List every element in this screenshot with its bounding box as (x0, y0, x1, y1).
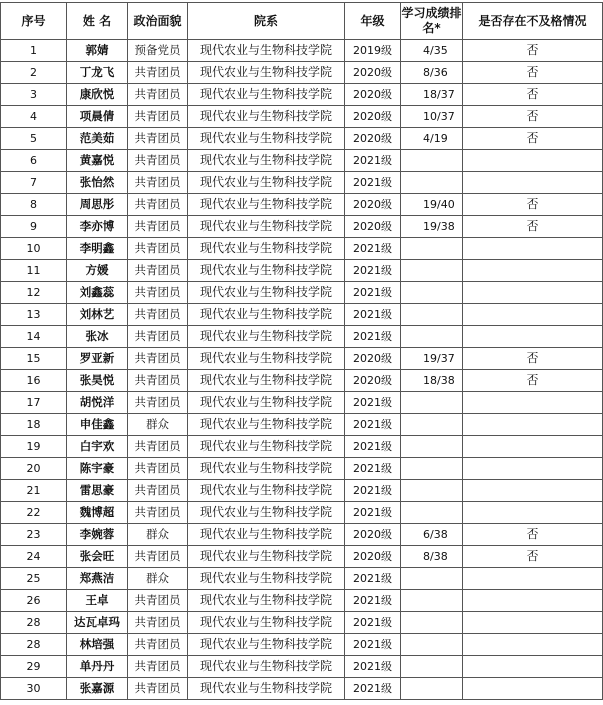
cell-department[interactable]: 现代农业与生物科技学院 (188, 172, 345, 194)
cell-no[interactable]: 17 (1, 392, 67, 414)
cell-grade[interactable]: 2020级 (345, 370, 401, 392)
cell-grade[interactable]: 2020级 (345, 194, 401, 216)
table-row (1, 172, 603, 194)
table-row (1, 238, 603, 260)
cell-rank[interactable]: 4/19 (401, 128, 463, 150)
cell-department[interactable]: 现代农业与生物科技学院 (188, 282, 345, 304)
cell-rank[interactable] (401, 326, 463, 348)
cell-rank[interactable]: 6/38 (401, 524, 463, 546)
cell-rank[interactable]: 19/40 (401, 194, 463, 216)
cell-no[interactable]: 14 (1, 326, 67, 348)
cell-no[interactable]: 12 (1, 282, 67, 304)
cell-political[interactable]: 共青团员 (128, 370, 188, 392)
cell-political[interactable]: 预备党员 (128, 40, 188, 62)
cell-grade[interactable]: 2021级 (345, 568, 401, 590)
cell-department[interactable]: 现代农业与生物科技学院 (188, 238, 345, 260)
cell-no[interactable]: 2 (1, 62, 67, 84)
cell-grade[interactable]: 2020级 (345, 62, 401, 84)
cell-no[interactable]: 21 (1, 480, 67, 502)
table-row (1, 414, 603, 436)
cell-grade[interactable]: 2021级 (345, 326, 401, 348)
cell-no[interactable]: 28 (1, 612, 67, 634)
cell-fail[interactable] (463, 480, 603, 502)
cell-department[interactable]: 现代农业与生物科技学院 (188, 524, 345, 546)
cell-fail[interactable] (463, 260, 603, 282)
cell-political[interactable]: 共青团员 (128, 150, 188, 172)
cell-name[interactable]: 魏博超 (67, 502, 128, 524)
cell-political[interactable]: 共青团员 (128, 458, 188, 480)
table-row (1, 106, 603, 128)
cell-department[interactable]: 现代农业与生物科技学院 (188, 634, 345, 656)
cell-grade[interactable]: 2021级 (345, 678, 401, 700)
cell-name[interactable]: 黄嘉悦 (67, 150, 128, 172)
cell-rank[interactable] (401, 150, 463, 172)
cell-fail[interactable]: 否 (463, 546, 603, 568)
cell-rank[interactable]: 19/38 (401, 216, 463, 238)
cell-name[interactable]: 林培强 (67, 634, 128, 656)
cell-fail[interactable] (463, 502, 603, 524)
cell-rank[interactable]: 19/37 (401, 348, 463, 370)
cell-political[interactable]: 共青团员 (128, 216, 188, 238)
cell-name[interactable]: 刘鑫蕊 (67, 282, 128, 304)
table-row (1, 348, 603, 370)
cell-grade[interactable]: 2020级 (345, 216, 401, 238)
cell-no[interactable]: 10 (1, 238, 67, 260)
cell-rank[interactable] (401, 656, 463, 678)
table-row (1, 194, 603, 216)
cell-political[interactable]: 共青团员 (128, 304, 188, 326)
cell-political[interactable]: 共青团员 (128, 260, 188, 282)
cell-department[interactable]: 现代农业与生物科技学院 (188, 260, 345, 282)
cell-grade[interactable]: 2021级 (345, 414, 401, 436)
cell-grade[interactable]: 2021级 (345, 480, 401, 502)
cell-political[interactable]: 群众 (128, 414, 188, 436)
table-row (1, 128, 603, 150)
cell-fail[interactable]: 否 (463, 128, 603, 150)
cell-fail[interactable] (463, 326, 603, 348)
cell-department[interactable]: 现代农业与生物科技学院 (188, 128, 345, 150)
cell-department[interactable]: 现代农业与生物科技学院 (188, 150, 345, 172)
cell-rank[interactable]: 18/38 (401, 370, 463, 392)
cell-no[interactable]: 7 (1, 172, 67, 194)
cell-fail[interactable] (463, 612, 603, 634)
header-grade: 年级 (345, 3, 401, 40)
cell-rank[interactable] (401, 414, 463, 436)
cell-grade[interactable]: 2021级 (345, 502, 401, 524)
cell-name[interactable]: 张嘉源 (67, 678, 128, 700)
cell-department[interactable]: 现代农业与生物科技学院 (188, 590, 345, 612)
table-row (1, 326, 603, 348)
cell-fail[interactable]: 否 (463, 84, 603, 106)
cell-grade[interactable]: 2021级 (345, 436, 401, 458)
cell-name[interactable]: 郭婧 (67, 40, 128, 62)
cell-department[interactable]: 现代农业与生物科技学院 (188, 106, 345, 128)
cell-no[interactable]: 23 (1, 524, 67, 546)
cell-political[interactable]: 共青团员 (128, 392, 188, 414)
cell-fail[interactable] (463, 150, 603, 172)
cell-no[interactable]: 18 (1, 414, 67, 436)
cell-grade[interactable]: 2021级 (345, 282, 401, 304)
cell-grade[interactable]: 2021级 (345, 392, 401, 414)
cell-grade[interactable]: 2021级 (345, 260, 401, 282)
cell-fail[interactable]: 否 (463, 106, 603, 128)
cell-fail[interactable] (463, 436, 603, 458)
cell-rank[interactable] (401, 172, 463, 194)
cell-grade[interactable]: 2021级 (345, 458, 401, 480)
cell-name[interactable]: 项晨倩 (67, 106, 128, 128)
cell-department[interactable]: 现代农业与生物科技学院 (188, 194, 345, 216)
header-no: 序号 (1, 3, 67, 40)
cell-name[interactable]: 白宇欢 (67, 436, 128, 458)
cell-name[interactable]: 申佳鑫 (67, 414, 128, 436)
cell-fail[interactable] (463, 634, 603, 656)
cell-department[interactable]: 现代农业与生物科技学院 (188, 370, 345, 392)
table-row (1, 84, 603, 106)
cell-political[interactable]: 群众 (128, 524, 188, 546)
cell-fail[interactable]: 否 (463, 40, 603, 62)
cell-rank[interactable] (401, 480, 463, 502)
cell-name[interactable]: 张冰 (67, 326, 128, 348)
table-row (1, 282, 603, 304)
cell-rank[interactable]: 4/35 (401, 40, 463, 62)
table-row (1, 502, 603, 524)
cell-department[interactable]: 现代农业与生物科技学院 (188, 612, 345, 634)
cell-name[interactable]: 王卓 (67, 590, 128, 612)
table-row (1, 568, 603, 590)
table-body (1, 40, 603, 700)
header-political: 政治面貌 (128, 3, 188, 40)
cell-political[interactable]: 共青团员 (128, 634, 188, 656)
cell-fail[interactable]: 否 (463, 370, 603, 392)
cell-name[interactable]: 达瓦卓玛 (67, 612, 128, 634)
cell-political[interactable]: 共青团员 (128, 326, 188, 348)
cell-rank[interactable] (401, 568, 463, 590)
cell-fail[interactable] (463, 458, 603, 480)
cell-grade[interactable]: 2021级 (345, 612, 401, 634)
cell-rank[interactable]: 10/37 (401, 106, 463, 128)
cell-no[interactable]: 1 (1, 40, 67, 62)
cell-no[interactable]: 22 (1, 502, 67, 524)
cell-no[interactable]: 28 (1, 634, 67, 656)
cell-department[interactable]: 现代农业与生物科技学院 (188, 502, 345, 524)
cell-no[interactable]: 9 (1, 216, 67, 238)
cell-department[interactable]: 现代农业与生物科技学院 (188, 546, 345, 568)
cell-name[interactable]: 胡悦洋 (67, 392, 128, 414)
cell-department[interactable]: 现代农业与生物科技学院 (188, 656, 345, 678)
cell-rank[interactable] (401, 304, 463, 326)
cell-no[interactable]: 24 (1, 546, 67, 568)
cell-grade[interactable]: 2021级 (345, 304, 401, 326)
cell-political[interactable]: 共青团员 (128, 436, 188, 458)
cell-grade[interactable]: 2021级 (345, 590, 401, 612)
cell-rank[interactable]: 18/37 (401, 84, 463, 106)
cell-political[interactable]: 共青团员 (128, 502, 188, 524)
cell-no[interactable]: 19 (1, 436, 67, 458)
cell-fail[interactable] (463, 656, 603, 678)
cell-fail[interactable] (463, 282, 603, 304)
cell-no[interactable]: 25 (1, 568, 67, 590)
table-row (1, 590, 603, 612)
table-row (1, 62, 603, 84)
cell-political[interactable]: 共青团员 (128, 172, 188, 194)
cell-political[interactable]: 共青团员 (128, 128, 188, 150)
cell-political[interactable]: 共青团员 (128, 348, 188, 370)
cell-name[interactable]: 方媛 (67, 260, 128, 282)
cell-rank[interactable] (401, 590, 463, 612)
cell-name[interactable]: 刘林艺 (67, 304, 128, 326)
cell-name[interactable]: 李婉蓉 (67, 524, 128, 546)
cell-name[interactable]: 丁龙飞 (67, 62, 128, 84)
table-row (1, 370, 603, 392)
cell-fail[interactable]: 否 (463, 62, 603, 84)
cell-political[interactable]: 共青团员 (128, 194, 188, 216)
cell-political[interactable]: 共青团员 (128, 612, 188, 634)
cell-grade[interactable]: 2020级 (345, 546, 401, 568)
cell-political[interactable]: 共青团员 (128, 678, 188, 700)
cell-grade[interactable]: 2021级 (345, 172, 401, 194)
cell-rank[interactable] (401, 238, 463, 260)
cell-rank[interactable] (401, 458, 463, 480)
cell-name[interactable]: 雷思豪 (67, 480, 128, 502)
cell-rank[interactable] (401, 612, 463, 634)
cell-fail[interactable] (463, 414, 603, 436)
table-row (1, 458, 603, 480)
cell-rank[interactable]: 8/38 (401, 546, 463, 568)
cell-grade[interactable]: 2020级 (345, 128, 401, 150)
cell-rank[interactable] (401, 678, 463, 700)
table-row (1, 546, 603, 568)
cell-political[interactable]: 共青团员 (128, 84, 188, 106)
cell-grade[interactable]: 2020级 (345, 84, 401, 106)
cell-department[interactable]: 现代农业与生物科技学院 (188, 216, 345, 238)
table-row (1, 656, 603, 678)
cell-department[interactable]: 现代农业与生物科技学院 (188, 678, 345, 700)
cell-department[interactable]: 现代农业与生物科技学院 (188, 304, 345, 326)
cell-rank[interactable] (401, 502, 463, 524)
cell-fail[interactable] (463, 304, 603, 326)
cell-fail[interactable]: 否 (463, 216, 603, 238)
cell-department[interactable]: 现代农业与生物科技学院 (188, 326, 345, 348)
header-row (1, 3, 603, 40)
cell-rank[interactable] (401, 260, 463, 282)
table-row (1, 260, 603, 282)
cell-political[interactable]: 共青团员 (128, 480, 188, 502)
cell-no[interactable]: 5 (1, 128, 67, 150)
cell-name[interactable]: 周思彤 (67, 194, 128, 216)
table-row (1, 480, 603, 502)
cell-name[interactable]: 张怡然 (67, 172, 128, 194)
cell-department[interactable]: 现代农业与生物科技学院 (188, 348, 345, 370)
cell-rank[interactable] (401, 282, 463, 304)
cell-political[interactable]: 共青团员 (128, 546, 188, 568)
cell-grade[interactable]: 2020级 (345, 106, 401, 128)
cell-fail[interactable] (463, 172, 603, 194)
header-fail: 是否存在不及格情况 (463, 3, 603, 40)
cell-fail[interactable]: 否 (463, 194, 603, 216)
table-row (1, 524, 603, 546)
cell-department[interactable]: 现代农业与生物科技学院 (188, 568, 345, 590)
cell-grade[interactable]: 2020级 (345, 348, 401, 370)
header-rank: 学习成绩排名* (401, 3, 463, 40)
cell-fail[interactable] (463, 238, 603, 260)
cell-political[interactable]: 共青团员 (128, 656, 188, 678)
cell-no[interactable]: 4 (1, 106, 67, 128)
cell-no[interactable]: 20 (1, 458, 67, 480)
cell-political[interactable]: 共青团员 (128, 62, 188, 84)
cell-name[interactable]: 张昊悦 (67, 370, 128, 392)
table-row (1, 612, 603, 634)
cell-no[interactable]: 8 (1, 194, 67, 216)
header-name: 姓 名 (67, 3, 128, 40)
table-row (1, 304, 603, 326)
cell-no[interactable]: 26 (1, 590, 67, 612)
cell-rank[interactable]: 8/36 (401, 62, 463, 84)
table-row (1, 216, 603, 238)
cell-political[interactable]: 共青团员 (128, 106, 188, 128)
cell-rank[interactable] (401, 436, 463, 458)
cell-no[interactable]: 11 (1, 260, 67, 282)
cell-department[interactable]: 现代农业与生物科技学院 (188, 40, 345, 62)
cell-fail[interactable] (463, 392, 603, 414)
cell-fail[interactable] (463, 590, 603, 612)
cell-rank[interactable] (401, 392, 463, 414)
cell-grade[interactable]: 2021级 (345, 656, 401, 678)
cell-department[interactable]: 现代农业与生物科技学院 (188, 436, 345, 458)
cell-no[interactable]: 16 (1, 370, 67, 392)
cell-no[interactable]: 13 (1, 304, 67, 326)
cell-fail[interactable] (463, 568, 603, 590)
cell-name[interactable]: 郑燕洁 (67, 568, 128, 590)
table-row (1, 678, 603, 700)
cell-grade[interactable]: 2021级 (345, 150, 401, 172)
cell-no[interactable]: 3 (1, 84, 67, 106)
cell-grade[interactable]: 2021级 (345, 634, 401, 656)
table-row (1, 392, 603, 414)
cell-name[interactable]: 李明鑫 (67, 238, 128, 260)
cell-no[interactable]: 6 (1, 150, 67, 172)
cell-department[interactable]: 现代农业与生物科技学院 (188, 458, 345, 480)
cell-grade[interactable]: 2021级 (345, 238, 401, 260)
cell-grade[interactable]: 2020级 (345, 524, 401, 546)
table-row (1, 40, 603, 62)
cell-fail[interactable]: 否 (463, 348, 603, 370)
student-table (0, 2, 603, 700)
cell-political[interactable]: 共青团员 (128, 282, 188, 304)
cell-rank[interactable] (401, 634, 463, 656)
cell-grade[interactable]: 2019级 (345, 40, 401, 62)
cell-no[interactable]: 30 (1, 678, 67, 700)
cell-department[interactable]: 现代农业与生物科技学院 (188, 414, 345, 436)
cell-name[interactable]: 单丹丹 (67, 656, 128, 678)
cell-department[interactable]: 现代农业与生物科技学院 (188, 84, 345, 106)
cell-name[interactable]: 李亦博 (67, 216, 128, 238)
cell-fail[interactable]: 否 (463, 524, 603, 546)
cell-name[interactable]: 范美茹 (67, 128, 128, 150)
cell-name[interactable]: 张会旺 (67, 546, 128, 568)
cell-name[interactable]: 罗亚新 (67, 348, 128, 370)
cell-no[interactable]: 15 (1, 348, 67, 370)
cell-department[interactable]: 现代农业与生物科技学院 (188, 480, 345, 502)
cell-no[interactable]: 29 (1, 656, 67, 678)
cell-department[interactable]: 现代农业与生物科技学院 (188, 62, 345, 84)
cell-department[interactable]: 现代农业与生物科技学院 (188, 392, 345, 414)
table-row (1, 436, 603, 458)
table-row (1, 634, 603, 656)
table-row (1, 150, 603, 172)
cell-fail[interactable] (463, 678, 603, 700)
cell-political[interactable]: 群众 (128, 568, 188, 590)
cell-political[interactable]: 共青团员 (128, 590, 188, 612)
cell-political[interactable]: 共青团员 (128, 238, 188, 260)
header-department: 院系 (188, 3, 345, 40)
cell-name[interactable]: 陈宇豪 (67, 458, 128, 480)
cell-name[interactable]: 康欣悦 (67, 84, 128, 106)
